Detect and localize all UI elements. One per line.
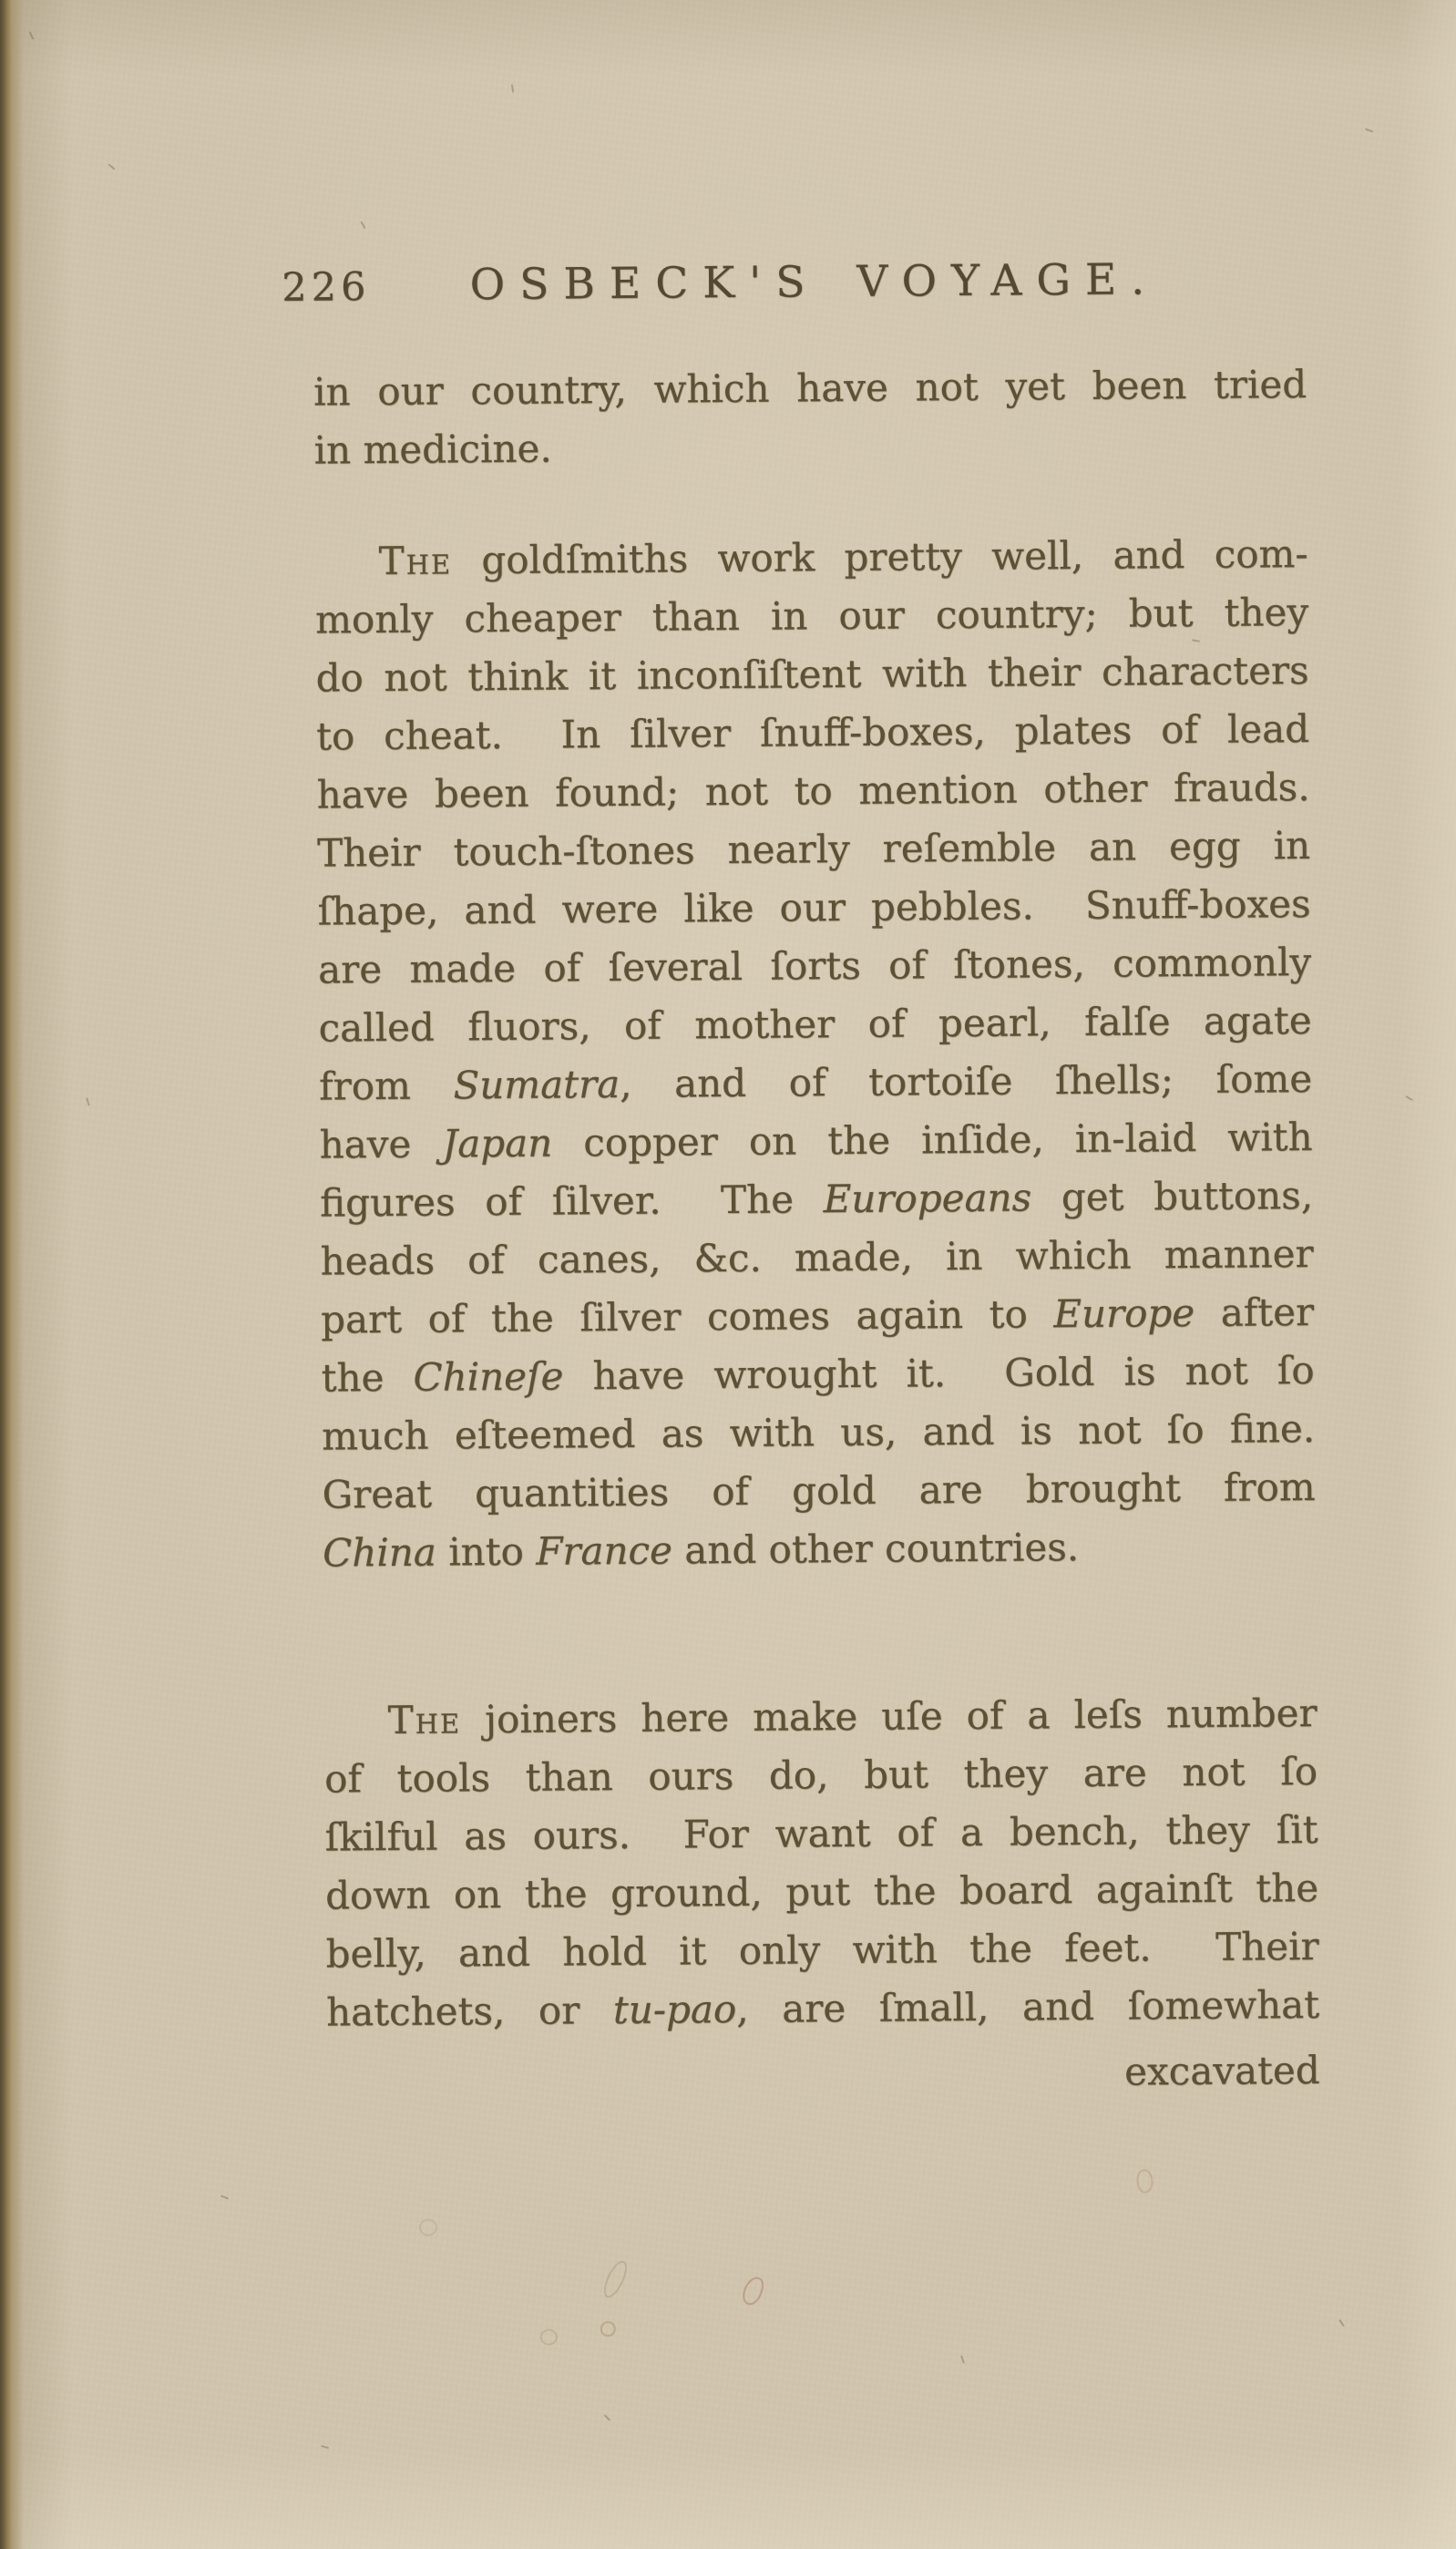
text-column (282, 254, 1320, 2107)
text-line: in our country, which have not yet been tried (313, 361, 1307, 415)
text-line: The joiners here make uſe of a leſs number (387, 1690, 1318, 1742)
text-line: do not think it inconſiſtent with their characters (315, 647, 1309, 701)
text-line: of tools than ours do, but they are not ſo (323, 1748, 1318, 1802)
paper-stain (600, 2257, 631, 2300)
text-line: The goldſmiths work pretty well, and com- (378, 530, 1308, 583)
text-line: to cheat. In ſilver ſnuff-boxes, plates of lead (315, 705, 1310, 759)
page-number: 226 (282, 264, 371, 311)
catchword: excavated (1123, 2047, 1320, 2094)
paragraph (323, 1684, 1319, 2042)
text-line: ſhape, and were like our pebbles. Snuff-boxes (317, 880, 1311, 934)
paragraph (314, 525, 1316, 1583)
text-line: in medicine. (313, 426, 552, 473)
text-line: China into France and other countries. (322, 1524, 1080, 1576)
catchword-row (326, 2041, 1319, 2108)
text-line: called fluors, of mother of pearl, falſe agate (318, 997, 1312, 1051)
page-body (313, 355, 1319, 2042)
running-title: OSBECK'S VOYAGE. (469, 254, 1160, 311)
text-line: have been found; not to mention other frauds. (316, 764, 1310, 817)
paragraph (313, 355, 1307, 480)
text-line: the Chineſe have wrought it. Gold is not ſo (321, 1347, 1315, 1401)
paper-stain (419, 2219, 437, 2236)
page-header (282, 254, 1306, 311)
text-line: monly cheaper than in our country; but they (314, 589, 1309, 642)
text-line: much eſteemed as with us, and is not ſo fine. (321, 1405, 1316, 1459)
text-line: down on the ground, put the board againſt the (324, 1865, 1319, 1918)
paper-stain (1134, 2168, 1155, 2194)
text-line: Great quantities of gold are brought from (322, 1464, 1316, 1517)
text-line: hatchets, or tu-pao, are ſmall, and ſomewhat (325, 1981, 1320, 2035)
paper-stain (540, 2329, 558, 2346)
text-line: heads of canes, &c. made, in which manner (320, 1230, 1314, 1284)
text-line: ſkilful as ours. For want of a bench, they ſit (324, 1806, 1318, 1860)
text-line: belly, and hold it only with the feet. Their (325, 1923, 1319, 1977)
text-line: Their touch-ſtones nearly reſemble an egg in (316, 822, 1311, 876)
paper-stain (600, 2321, 616, 2337)
text-line: are made of ſeveral ſorts of ſtones, commonly (317, 939, 1312, 992)
text-line: have Japan copper on the inſide, in-laid with (319, 1114, 1313, 1167)
text-line: figures of ſilver. The Europeans get buttons, (319, 1172, 1314, 1226)
text-line: part of the ſilver comes again to Europe after (320, 1289, 1315, 1342)
paper-stain (740, 2275, 766, 2308)
text-line: from Sumatra, and of tortoiſe ſhells; ſome (318, 1055, 1313, 1109)
